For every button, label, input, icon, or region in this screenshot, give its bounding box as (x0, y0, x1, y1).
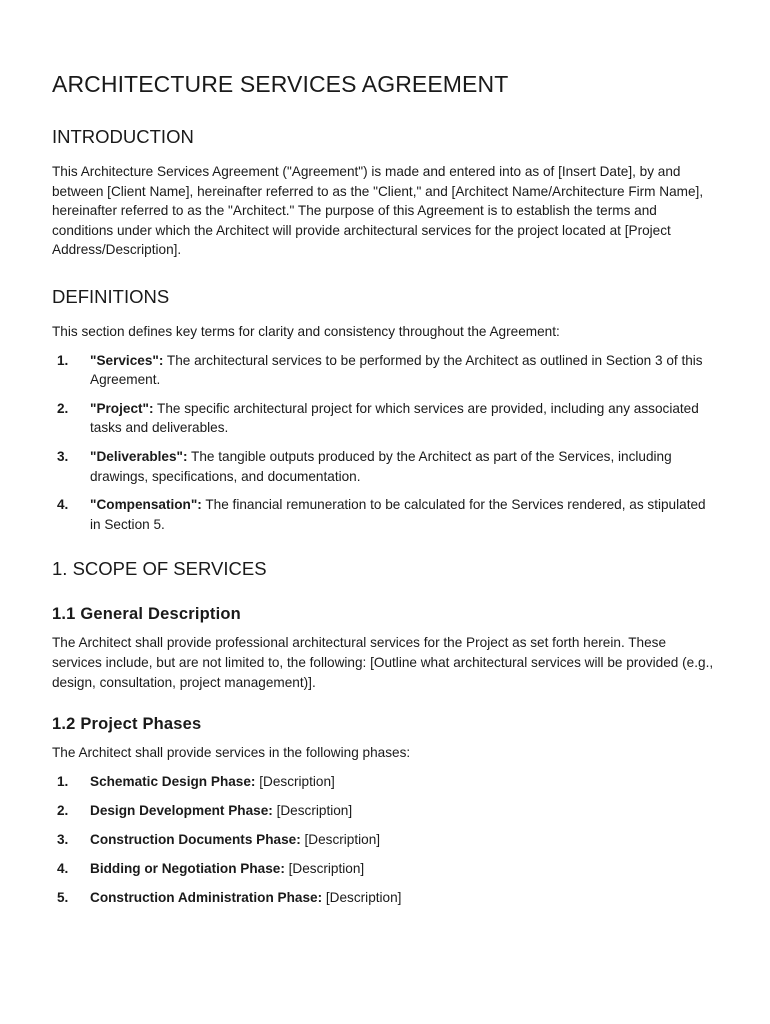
project-phases-list (52, 772, 718, 908)
list-item-text (90, 495, 718, 534)
definition-description: The tangible outputs produced by the Architect as part of the Services, including drawings, specifications, and documentation. (90, 448, 672, 484)
list-item-text (90, 888, 718, 908)
list-item (52, 399, 718, 438)
phase-name: Design Development Phase: (90, 802, 273, 818)
list-item-text (90, 830, 718, 850)
list-item-text (90, 859, 718, 879)
list-item (52, 801, 718, 821)
definition-term: "Services": (90, 352, 164, 368)
definitions-list (52, 351, 718, 535)
phase-name: Bidding or Negotiation Phase: (90, 860, 285, 876)
definitions-heading: DEFINITIONS (52, 285, 170, 307)
list-item-number: 4. (57, 497, 69, 513)
list-item-number: 3. (57, 831, 69, 847)
list-item-text (90, 351, 718, 390)
phase-description: [Description] (255, 773, 335, 789)
list-item-text (90, 399, 718, 438)
definition-term: "Project": (90, 400, 154, 416)
list-item-number: 5. (57, 890, 69, 906)
list-item-number: 1. (57, 352, 69, 368)
scope-section (52, 556, 718, 907)
list-item (52, 888, 718, 908)
phase-name: Construction Documents Phase: (90, 831, 301, 847)
list-item (52, 351, 718, 390)
general-description-paragraph: The Architect shall provide professional architectural services for the Project as set forth herein. These services include, but are not limited to, the following: [Outline what architectural services will be provided (e.g., design, consultation, project management)]. (52, 635, 714, 690)
phase-description: [Description] (300, 831, 381, 847)
list-item (52, 772, 718, 792)
definitions-intro: This section defines key terms for clarity and consistency throughout the Agreement: (52, 323, 560, 339)
list-item-number: 2. (57, 400, 69, 416)
scope-heading: 1. SCOPE OF SERVICES (52, 558, 267, 580)
document-title: ARCHITECTURE SERVICES AGREEMENT (52, 71, 509, 97)
list-item (52, 859, 718, 879)
phase-description: [Description] (272, 802, 353, 818)
project-phases-intro: The Architect shall provide services in the following phases: (52, 745, 411, 761)
list-item (52, 830, 718, 850)
phase-description: [Description] (284, 860, 365, 876)
definition-description: The financial remuneration to be calculated for the Services rendered, as stipulated in Section 5. (90, 497, 706, 532)
list-item (52, 447, 718, 486)
definition-term: "Deliverables": (90, 448, 188, 464)
list-item (52, 495, 718, 534)
list-item-text (90, 801, 718, 821)
list-item-number: 4. (57, 860, 69, 876)
list-item-text (90, 772, 718, 792)
general-description-heading: 1.1 General Description (52, 605, 241, 624)
introduction-paragraph: This Architecture Services Agreement ("Agreement") is made and entered into as of [Insert Date], by and between [Client Name], hereinafter referred to as the "Client," and [Architect Name/Architecture Firm Name], hereinafter referred to as the "Architect." The purpose of this Agreement is to establish the terms and conditions under which the Architect will provide architectural services for the project located at [Project Address/Description]. (52, 164, 704, 258)
list-item-text (90, 447, 718, 486)
list-item-number: 3. (57, 448, 69, 464)
definition-description: The specific architectural project for which services are provided, including any associated tasks and deliverables. (90, 400, 699, 436)
phase-name: Schematic Design Phase: (90, 773, 256, 789)
phase-description: [Description] (322, 890, 402, 906)
definitions-section (52, 284, 718, 534)
phase-name: Construction Administration Phase: (90, 890, 323, 906)
introduction-section (52, 124, 718, 260)
project-phases-heading: 1.2 Project Phases (52, 715, 202, 734)
definition-term: "Compensation": (90, 497, 202, 513)
list-item-number: 1. (57, 773, 69, 789)
definition-description: The architectural services to be performed by the Architect as outlined in Section 3 of this Agreement. (90, 352, 703, 388)
list-item-number: 2. (57, 802, 69, 818)
introduction-heading: INTRODUCTION (52, 126, 194, 147)
